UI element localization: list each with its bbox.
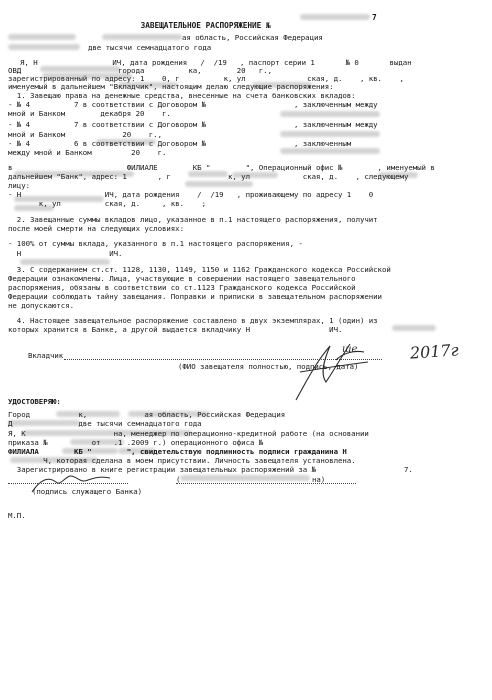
clause1-line-4: - № 4 7 в соответствии с Договором № , заключенным между — [8, 120, 378, 129]
clause1-line-1: 1. Завещаю права на денежные средства, внесенные на счета банковских вкладов: — [8, 91, 356, 100]
clause3-line-2: Федерации ознакомлены. Лица, участвующие в совершении настоящего завещательного — [8, 274, 356, 283]
bank-signature-line — [8, 483, 128, 484]
intro-line-2: ОВД города ка, 20 г., — [8, 66, 272, 75]
filial-line-2: дальнейшем "Банк", адрес: 1 , г к, ул ская, д. , следующему — [8, 172, 409, 181]
bank-name-open: ( — [176, 475, 181, 484]
bank-name-fragment: на) — [312, 475, 326, 484]
certify-title: УДОСТОВЕРЯЮ: — [8, 397, 61, 406]
seal-abbr: М.П. — [8, 511, 26, 520]
intro-line-3: зарегистрированный по адресу: 1 0, г к, ул ская, д. , кв. , — [8, 74, 404, 83]
cert-line-3: Я, К на, менеджер по операционно-кредитной работе (на основании — [8, 429, 369, 438]
intro-line-1: Я, Н ИЧ, дата рождения / /19 , паспорт серии 1 № 0 выдан — [20, 58, 412, 67]
clause1-line-7: между мной и Банком 20 г. — [8, 148, 167, 157]
clause1-line-5: мной и Банком 20 г., — [8, 130, 162, 139]
clause2-line-2: после моей смерти на следующих условиях: — [8, 224, 184, 233]
region-line: ая область, Российская Федерация — [182, 33, 323, 42]
handwritten-date: 2017г — [409, 340, 460, 363]
filial-line-1: в ФИЛИАЛЕ КБ " ", Операционный офис № , именуемый в — [8, 163, 435, 172]
clause3-line-1: 3. С содержанием ст.ст. 1128, 1130, 1149, 1150 и 1162 Гражданского кодекса Российской — [8, 265, 391, 274]
depositor-signature-icon — [276, 330, 406, 410]
cert-line-6: Ч, которая сделана в моем присутствии. Личность завещателя установлена. — [8, 456, 356, 465]
cert-line-2: Д две тысячи семнадцатого года — [8, 419, 202, 428]
depositor-caption: (ФИО завещателя полностью, подпись, дата) — [178, 362, 359, 371]
clause2-line-4: Н ИЧ. — [8, 249, 123, 258]
clause1-line-3: мной и Банком декабря 20 г. — [8, 109, 171, 118]
bank-sign-caption: (подпись служащего Банка) — [32, 487, 142, 496]
cert-line-7: Зарегистрировано в книге регистрации завещательных распоряжений за № 7. — [8, 465, 413, 474]
clause2-line-1: 2. Завещанные суммы вкладов лицо, указанное в п.1 настоящего распоряжения, получит — [8, 215, 378, 224]
clause3-line-5: не допускаются. — [8, 301, 74, 310]
bank-name-line — [176, 483, 356, 484]
clause2-line-3: - 100% от суммы вклада, указанного в п.1 настоящего распоряжения, - — [8, 239, 303, 248]
svg-text:ше: ше — [342, 344, 358, 355]
depositor-label: Вкладчик — [28, 351, 64, 360]
beneficiary-line-2: к, ул ская, д. , кв. ; — [8, 199, 206, 208]
cert-line-4: приказа № от .1 .2009 г.) операционного офиса № — [8, 438, 264, 447]
document-title-text: ЗАВЕЩАТЕЛЬНОЕ РАСПОРЯЖЕНИЕ № — [140, 21, 271, 30]
clause3-line-3: распоряжения, обязаны в соответствии со ст.1123 Гражданского кодекса Российской — [8, 283, 356, 292]
date-line: две тысячи семнадцатого года — [88, 43, 212, 52]
cert-line-5: ФИЛИАЛА КБ " ", свидетельствую подлинность подписи гражданина Н — [8, 447, 347, 456]
intro-line-4: именуемый в дальнейшем "Вкладчик", настоящим делаю следующие распоряжения: — [8, 82, 334, 91]
clause1-line-6: - № 4 6 в соответствии с Договором № , заключенным — [8, 139, 352, 148]
beneficiary-line-1: - Н ИЧ, дата рождения / /19 , проживающему по адресу 1 0 — [8, 190, 374, 199]
clause4-line-2: которых хранится в Банке, а другой выдается вкладчику Н ИЧ. — [8, 325, 343, 334]
clause1-line-2: - № 4 7 в соответствии с Договором № , заключенным между — [8, 100, 378, 109]
document-title-number: 7 — [372, 13, 377, 22]
cert-line-1: Город к, ая область, Российская Федерация — [8, 410, 286, 419]
clause4-line-1: 4. Настоящее завещательное распоряжение составлено в двух экземплярах, 1 (один) из — [8, 316, 378, 325]
filial-line-3: лицу: — [8, 181, 30, 190]
clause3-line-4: Федерации соблюдать тайну завещания. Поправки и приписки в завещательном распоряжении — [8, 292, 382, 301]
